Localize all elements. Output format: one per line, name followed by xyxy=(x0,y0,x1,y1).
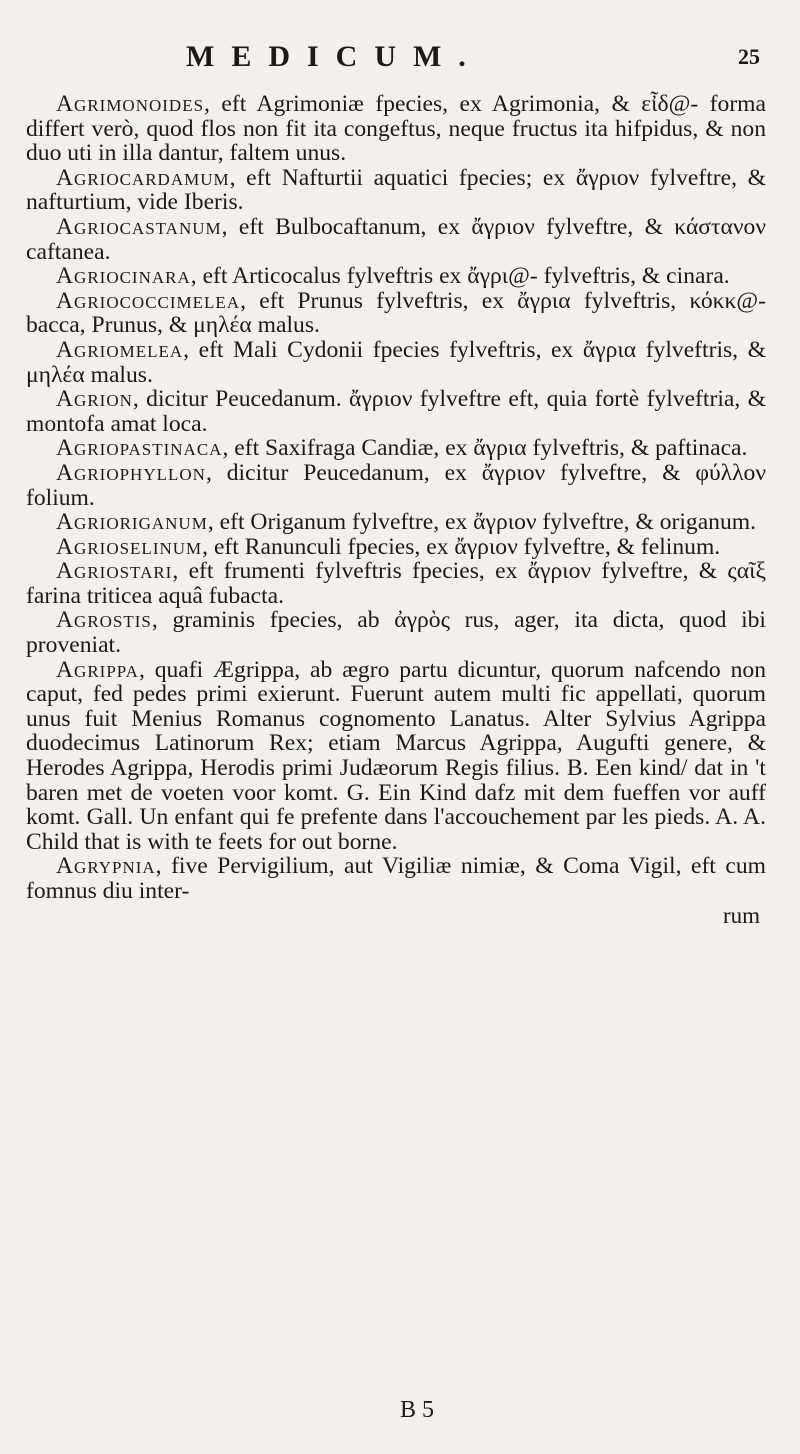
entry-text: , graminis fpecies, ab ἀγρὸς rus, ager, ita dicta, quod ibi proveniat. xyxy=(26,607,766,659)
entry xyxy=(26,387,766,436)
entry-text: , eft Prunus fylveftris, ex ἄγρια fylveftris, κόκκ@- bacca, Prunus, & μηλέα malus. xyxy=(26,287,766,339)
entry-text: , eft Ranunculi fpecies, ex ἄγριον fylveftre, & felinum. xyxy=(202,533,721,560)
entry-headword: Agriocardamum xyxy=(56,164,230,191)
entry xyxy=(26,535,766,560)
entry-headword: Agriomelea xyxy=(56,336,184,363)
entry-headword: Agrostis xyxy=(56,607,152,634)
entry xyxy=(26,215,766,264)
entry-headword: Agrimonoides xyxy=(56,91,205,117)
entry xyxy=(26,854,766,903)
entry-text: , five Pervigilium, aut Vigiliæ nimiæ, & Coma Vigil, eft cum fomnus diu inter- xyxy=(26,853,766,904)
page-number: 25 xyxy=(738,44,760,69)
dictionary-entries xyxy=(26,92,766,928)
entry-text: , eft Agrimoniæ fpecies, ex Agrimonia, & εἶδ@- forma differt verò, quod flos non fit ita congeftus, neque fructus ita hifpidus, & non duo uti in illa dantur, faltem unus. xyxy=(26,91,766,167)
entry-headword: Agrion xyxy=(56,386,133,413)
entry-text: , eft Nafturtii aquatici fpecies; ex ἄγριον fylveftre, & nafturtium, vide Iberis. xyxy=(26,164,766,216)
entry-text: , eft Bulbocaftanum, ex ἄγριον fylveftre, & κάστανον caftanea. xyxy=(26,213,766,265)
entry-headword: Agriocinara xyxy=(56,263,191,290)
entry-headword: Agriococcimelea xyxy=(56,287,241,314)
catchword: rum xyxy=(722,902,760,928)
page-header xyxy=(26,40,766,92)
entry-text: , eft Articocalus fylveftris ex ἄγρι@- fylveftris, & cinara. xyxy=(190,263,730,290)
entry xyxy=(26,461,766,510)
entry-text: , quafi Ægrippa, ab ægro partu dicuntur, quorum nafcendo non caput, fed pedes primi exierunt. Fuerunt autem multi fic appellati, quorum unus fuit Menius Romanus cognomento Lanatus. Alter Sylvius Agrippa duodecimus Latinorum Rex; etiam Marcus Agrippa, Augufti genere, & Herodes Agrippa, Herodis primi Judæorum Regis filius. B. Een kind/ dat in 't baren met de voeten voor komt. G. Ein Kind dafz mit dem fueffen vor auff komt. Gall. Un enfant qui fe prefente dans l'accouchement par les pieds. A. A. Child that is with te feets for out borne. xyxy=(26,656,766,855)
entry xyxy=(26,510,766,535)
entry-text: , eft Mali Cydonii fpecies fylveftris, ex ἄγρια fylveftris, & μηλέα malus. xyxy=(26,336,766,388)
entry xyxy=(26,436,766,461)
entry xyxy=(26,338,766,387)
entry-headword: Agrypnia xyxy=(56,853,156,880)
entry xyxy=(26,608,766,657)
entry xyxy=(26,559,766,608)
entry-text: , eft Saxifraga Candiæ, ex ἄγρια fylveftris, & paftinaca. xyxy=(222,435,748,462)
entry xyxy=(26,166,766,215)
entry-text: , eft frumenti fylveftris fpecies, ex ἄγριον fylveftre, & ςαῖξ farina triticea aquâ fubacta. xyxy=(26,558,766,609)
entry-headword: Agriophyllon xyxy=(56,459,206,486)
entry xyxy=(26,658,766,855)
entry-text: , dicitur Peucedanum. ἄγριον fylveftre eft, quia fortè fylveftria, & montofa amat loca. xyxy=(26,386,766,437)
signature-mark: B 5 xyxy=(400,1397,435,1423)
running-title: MEDICUM. xyxy=(186,40,483,73)
entry xyxy=(26,92,766,166)
entry xyxy=(26,264,766,289)
entry-headword: Agriopastinaca xyxy=(56,435,223,462)
entry-headword: Agrioselinum xyxy=(56,533,203,560)
entry-headword: Agrippa xyxy=(56,656,139,683)
entry-headword: Agrioriganum xyxy=(56,509,208,536)
entry-headword: Agriocastanum xyxy=(56,213,222,240)
entry-text: , dicitur Peucedanum, ex ἄγριον fylveftre, & φύλλον folium. xyxy=(26,459,766,511)
entry-headword: Agriostari xyxy=(56,558,173,585)
entry xyxy=(26,289,766,338)
entry-text: , eft Origanum fylveftre, ex ἄγριον fylveftre, & origanum. xyxy=(207,509,757,536)
